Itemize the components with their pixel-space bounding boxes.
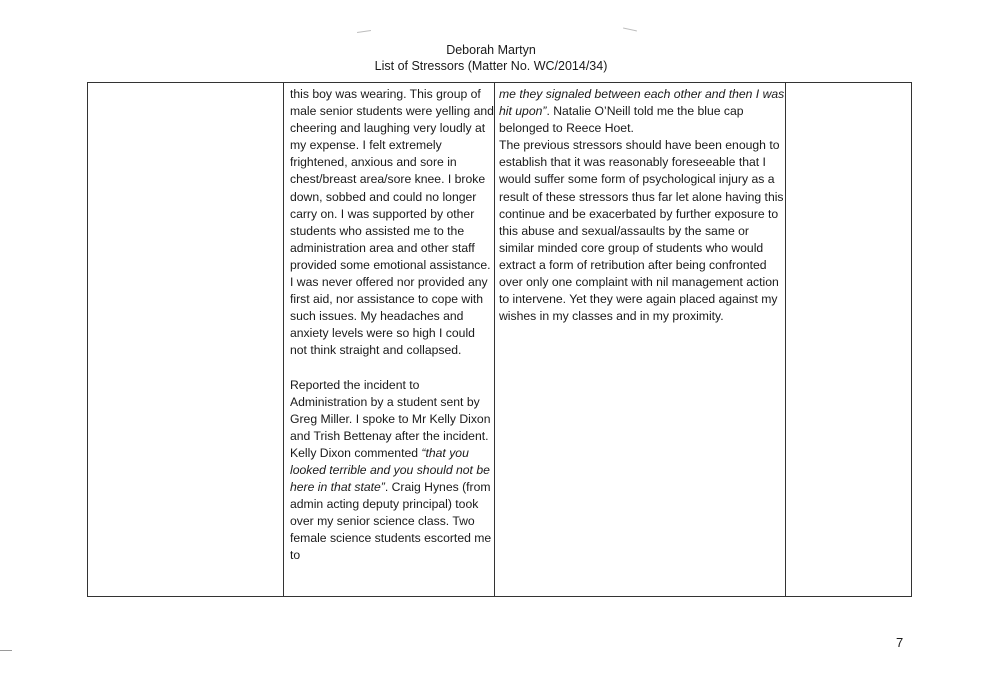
incident-paragraph: this boy was wearing. This group of male senior students were yelling and cheering and laughing very loudly at my expense. I felt extremely frightened, anxious and sore in chest/breast area/sore knee. I broke down, sobbed and could no longer carry on. I was supported by other students who assisted me to the administration area and other staff provided some emotional assistance. I was never offered nor provided any first aid, nor assistance to cope with such issues. My headaches and anxiety levels were so high I could not think straight and collapsed. — [290, 87, 494, 358]
report-paragraph — [290, 377, 495, 565]
report-text-start: Reported the incident to Administration by a student sent by Greg Miller. I spoke to Mr Kelly Dixon and Trish Bettenay after the incident. Kelly Dixon commented — [290, 377, 491, 460]
report-text-end: . Craig Hynes (from admin acting deputy principal) took over my senior science class. Two female science students escorted me to — [290, 480, 492, 563]
page-number: 7 — [896, 635, 904, 650]
scan-mark — [357, 30, 371, 33]
document-header — [0, 42, 982, 74]
stressor-details-cell — [499, 86, 785, 325]
column-divider — [283, 83, 284, 596]
scan-mark — [623, 28, 637, 32]
detail-text: . Natalie O’Neill told me the blue cap belonged to Reece Hoet. — [499, 104, 744, 136]
incident-description-cell — [290, 86, 495, 565]
stressor-table — [87, 82, 912, 597]
column-divider — [785, 83, 786, 596]
detail-paragraph — [499, 86, 785, 137]
foreseeability-paragraph: The previous stressors should have been enough to establish that it was reasonably foreseeable that I would suffer some form of psychological injury as a result of these stressors thus far let alone having this continue and be exacerbated by further exposure to this abuse and sexual/assaults by the same or similar minded core group of students who would extract a form of retribution after being confronted over only one complaint with nil management action to intervene. Yet they were again placed against my wishes in my classes and in my proximity. — [499, 138, 784, 324]
scan-mark — [0, 650, 12, 651]
victim-quote: me they signaled between each other and then I was hit upon” — [499, 87, 785, 119]
document-title: List of Stressors (Matter No. WC/2014/34) — [374, 59, 608, 73]
author-name: Deborah Martyn — [446, 43, 536, 57]
staff-quote: “that you looked terrible and you should not be here in that state” — [290, 445, 490, 495]
paragraph-gap — [290, 360, 495, 377]
